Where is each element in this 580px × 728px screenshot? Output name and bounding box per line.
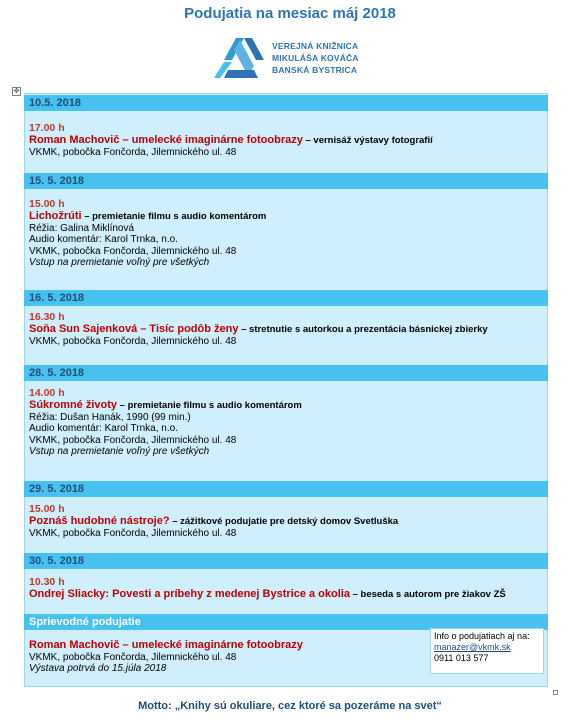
resize-handle[interactable] xyxy=(553,690,558,695)
event-entry xyxy=(29,122,539,158)
event-entry xyxy=(29,387,539,458)
motto: Motto: „Knihy sú okuliare, cez ktoré sa pozeráme na svet“ xyxy=(138,700,442,712)
event-entry xyxy=(29,198,539,269)
event-description: – premietanie filmu s audio komentárom xyxy=(81,211,267,222)
document-title: Podujatia na mesiac máj 2018 xyxy=(184,5,396,22)
event-title: Soňa Sun Sajenková – Tisíc podôb ženy xyxy=(29,323,239,335)
event-description: – stretnutie s autorkou a prezentácia básnickej zbierky xyxy=(238,324,488,335)
event-description: – premietanie filmu s audio komentárom xyxy=(117,400,302,411)
event-venue: VKMK, pobočka Fončorda, Jilemnického ul. 48 xyxy=(29,434,237,446)
event-description: – zážitkové podujatie pre detský domov Svetluška xyxy=(169,516,399,527)
table-move-handle-icon[interactable]: ✥ xyxy=(13,88,20,95)
section-accompanying-header: Sprievodné podujatie xyxy=(24,614,548,630)
logo-line-1: VEREJNÁ KNIŽNICA xyxy=(272,41,359,51)
event-description: – beseda s autorom pre žiakov ZŠ xyxy=(349,589,506,600)
event-entry xyxy=(29,311,539,347)
event-time: 14.00 h xyxy=(29,387,65,399)
event-note: Vstup na premietanie voľný pre všetkých xyxy=(29,446,210,458)
event-note: Výstava potrvá do 15.júla 2018 xyxy=(29,663,167,675)
event-time: 17.00 h xyxy=(29,122,65,134)
event-title: Súkromné životy xyxy=(29,399,118,411)
event-venue: VKMK, pobočka Fončorda, Jilemnického ul. 48 xyxy=(29,651,237,663)
event-time: 15.00 h xyxy=(29,198,65,210)
logo-line-3: BANSKÁ BYSTRICA xyxy=(272,65,358,75)
section-date-header: 29. 5. 2018 xyxy=(24,481,548,497)
info-email-link[interactable]: manazer@vkmk.sk xyxy=(434,642,511,652)
logo-line-2: MIKULÁŠA KOVÁČA xyxy=(272,53,359,63)
section-date-header: 15. 5. 2018 xyxy=(24,173,548,189)
event-venue: VKMK, pobočka Fončorda, Jilemnického ul. 48 xyxy=(29,335,237,347)
event-entry xyxy=(29,503,539,539)
event-title: Roman Machovič – umelecké imaginárne fotoobrazy xyxy=(29,639,303,651)
event-title: Ondrej Sliacky: Povesti a príbehy z medenej Bystrice a okolia xyxy=(29,588,350,600)
event-note: Vstup na premietanie voľný pre všetkých xyxy=(29,257,210,269)
event-venue: VKMK, pobočka Fončorda, Jilemnického ul. 48 xyxy=(29,146,237,158)
event-audio-commentary: Audio komentár: Karol Trnka, n.o. xyxy=(29,234,178,246)
event-time: 10.30 h xyxy=(29,576,65,588)
event-description: – vernisáž výstavy fotografií xyxy=(302,135,433,146)
accompanying-event-entry xyxy=(29,640,429,675)
event-time: 16.30 h xyxy=(29,311,65,323)
event-title: Roman Machovič – umelecké imaginárne fotoobrazy xyxy=(29,134,303,146)
event-time: 15.00 h xyxy=(29,503,65,515)
section-date-header: 30. 5. 2018 xyxy=(24,553,548,569)
library-logo-icon xyxy=(214,36,266,80)
section-date-header: 28. 5. 2018 xyxy=(24,365,548,381)
event-entry xyxy=(29,576,539,601)
event-venue: VKMK, pobočka Fončorda, Jilemnického ul. 48 xyxy=(29,245,237,257)
info-box xyxy=(430,628,544,674)
event-director: Réžia: Dušan Hanák, 1990 (99 min.) xyxy=(29,411,191,423)
event-title: Lichožrúti xyxy=(29,210,82,222)
event-venue: VKMK, pobočka Fončorda, Jilemnického ul. 48 xyxy=(29,527,237,539)
section-date-header: 10.5. 2018 xyxy=(24,95,548,111)
info-label: Info o podujatiach aj na: xyxy=(434,631,530,641)
event-director: Réžia: Galina Miklínová xyxy=(29,222,135,234)
library-logo xyxy=(214,36,374,82)
event-title: Poznáš hudobné nástroje? xyxy=(29,515,170,527)
event-audio-commentary: Audio komentár: Karol Trnka, n.o. xyxy=(29,423,178,435)
info-phone: 0911 013 577 xyxy=(434,653,489,663)
section-date-header: 16. 5. 2018 xyxy=(24,290,548,306)
